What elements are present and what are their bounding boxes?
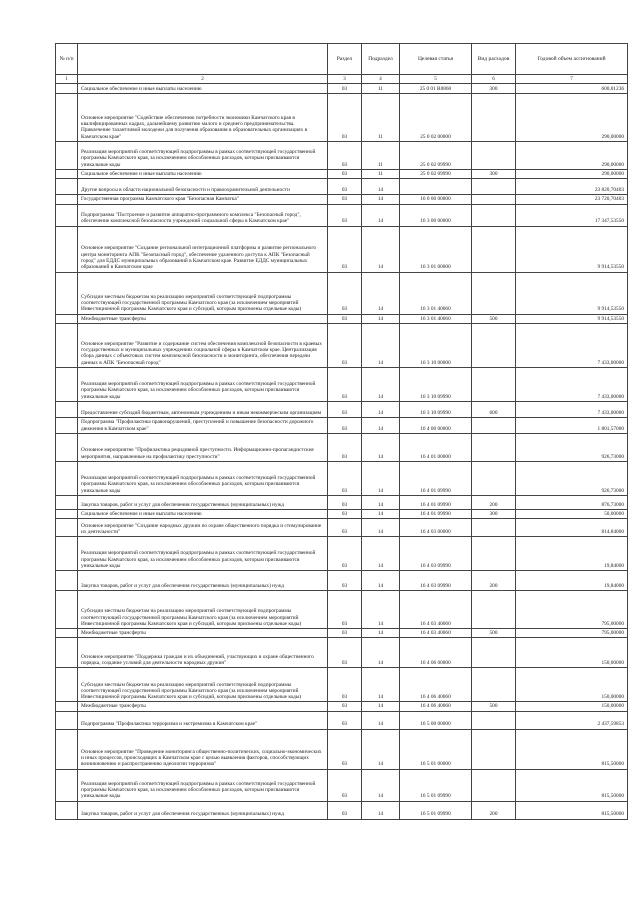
table-row bbox=[56, 94, 628, 142]
target-code-cell: 16 4 01 09990 bbox=[400, 461, 472, 495]
amount-cell: 2 437,59853 bbox=[516, 711, 628, 729]
row-number-cell bbox=[56, 702, 78, 711]
table-row bbox=[56, 509, 628, 518]
amount-cell: 23 820,70403 bbox=[516, 179, 628, 195]
subsection-cell: 14 bbox=[362, 591, 400, 629]
target-code-cell: 16 3 10 09990 bbox=[400, 367, 472, 401]
target-code-cell bbox=[400, 179, 472, 195]
header-amount: Годовой объем ассигнований bbox=[516, 44, 628, 75]
subsection-cell: 14 bbox=[362, 629, 400, 638]
row-number-cell bbox=[56, 433, 78, 461]
table-row bbox=[56, 170, 628, 179]
row-number-cell bbox=[56, 94, 78, 142]
row-number-cell bbox=[56, 417, 78, 433]
section-cell: 03 bbox=[328, 417, 362, 433]
row-number-cell bbox=[56, 272, 78, 314]
section-cell: 03 bbox=[328, 571, 362, 591]
table-row bbox=[56, 702, 628, 711]
expense-type-cell bbox=[472, 519, 516, 537]
target-code-cell: 16 4 01 09990 bbox=[400, 509, 472, 518]
subsection-cell: 11 bbox=[362, 84, 400, 94]
expense-type-cell bbox=[472, 367, 516, 401]
expense-type-cell bbox=[472, 204, 516, 226]
amount-cell: 876,73000 bbox=[516, 495, 628, 509]
expense-type-cell: 300 bbox=[472, 170, 516, 179]
row-number-cell bbox=[56, 638, 78, 668]
target-code-cell: 16 4 01 00000 bbox=[400, 433, 472, 461]
row-number-cell bbox=[56, 367, 78, 401]
amount-cell: 9 914,53550 bbox=[516, 314, 628, 323]
col-number: 5 bbox=[400, 75, 472, 84]
table-row bbox=[56, 461, 628, 495]
expense-type-cell: 300 bbox=[472, 84, 516, 94]
section-cell: 03 bbox=[328, 495, 362, 509]
target-code-cell: 16 4 03 09990 bbox=[400, 537, 472, 571]
row-number-cell bbox=[56, 668, 78, 702]
subsection-cell: 14 bbox=[362, 729, 400, 769]
row-name-cell: Подпрограмма "Построение и развитие аппаратно-программного комплекса "Безопасный город", обеспечение комплексной безопасности учреждений социальной сферы в Камчатском крае" bbox=[78, 204, 328, 226]
expense-type-cell bbox=[472, 94, 516, 142]
row-number-cell bbox=[56, 509, 78, 518]
table-row bbox=[56, 314, 628, 323]
subsection-cell: 14 bbox=[362, 314, 400, 323]
target-code-cell: 16 3 10 00000 bbox=[400, 323, 472, 367]
row-name-cell: Подпрограмма "Профилактика правонарушений, преступлений и повышение безопасности дорожного движения в Камчатском крае" bbox=[78, 417, 328, 433]
target-code-cell: 25 0 01 R0860 bbox=[400, 84, 472, 94]
table-row bbox=[56, 401, 628, 417]
row-name-cell: Закупка товаров, работ и услуг для обеспечения государственных (муниципальных) нужд bbox=[78, 801, 328, 819]
row-number-cell bbox=[56, 629, 78, 638]
expense-type-cell bbox=[472, 417, 516, 433]
col-number: 1 bbox=[56, 75, 78, 84]
row-number-cell bbox=[56, 204, 78, 226]
expense-type-cell: 300 bbox=[472, 509, 516, 518]
section-cell: 03 bbox=[328, 142, 362, 170]
table-row bbox=[56, 801, 628, 819]
amount-cell: 815,50000 bbox=[516, 729, 628, 769]
subsection-cell: 14 bbox=[362, 495, 400, 509]
expense-type-cell: 200 bbox=[472, 571, 516, 591]
section-cell: 03 bbox=[328, 801, 362, 819]
table-row bbox=[56, 629, 628, 638]
section-cell: 03 bbox=[328, 729, 362, 769]
row-name-cell: Основное мероприятие "Проведение мониторинга общественно-политических, социально-экономических и иных процессов, происходящих в Камчатском крае с целью выявления факторов, способствующих возникновению и распространению идеологии терроризма" bbox=[78, 729, 328, 769]
row-name-cell: Закупка товаров, работ и услуг для обеспечения государственных (муниципальных) нужд bbox=[78, 495, 328, 509]
target-code-cell: 16 4 06 40060 bbox=[400, 668, 472, 702]
amount-cell: 1 801,57000 bbox=[516, 417, 628, 433]
expense-type-cell bbox=[472, 433, 516, 461]
table-row bbox=[56, 204, 628, 226]
row-name-cell: Межбюджетные трансферты bbox=[78, 629, 328, 638]
section-cell: 03 bbox=[328, 94, 362, 142]
header-section: Раздел bbox=[328, 44, 362, 75]
section-cell: 03 bbox=[328, 314, 362, 323]
table-row bbox=[56, 323, 628, 367]
row-name-cell: Государственная программа Камчатского края "Безопасная Камчатка" bbox=[78, 195, 328, 204]
table-row bbox=[56, 417, 628, 433]
amount-cell: 290,00000 bbox=[516, 94, 628, 142]
subsection-cell: 14 bbox=[362, 226, 400, 272]
section-cell: 03 bbox=[328, 668, 362, 702]
amount-cell: 290,00000 bbox=[516, 170, 628, 179]
expense-type-cell bbox=[472, 179, 516, 195]
subsection-cell: 14 bbox=[362, 272, 400, 314]
row-name-cell: Реализация мероприятий соответствующей подпрограммы в рамках соответствующей государственной программы Камчатского края, за исключением обособленных расходов, которым присваиваются уникальные коды bbox=[78, 769, 328, 801]
section-cell: 03 bbox=[328, 323, 362, 367]
target-code-cell: 16 5 00 00000 bbox=[400, 711, 472, 729]
row-name-cell: Межбюджетные трансферты bbox=[78, 702, 328, 711]
section-cell: 03 bbox=[328, 433, 362, 461]
table-row bbox=[56, 519, 628, 537]
target-code-cell: 16 5 01 09990 bbox=[400, 769, 472, 801]
subsection-cell: 11 bbox=[362, 142, 400, 170]
row-number-cell bbox=[56, 314, 78, 323]
row-name-cell: Социальное обеспечение и иные выплаты населению bbox=[78, 509, 328, 518]
amount-cell: 50,00000 bbox=[516, 509, 628, 518]
target-code-cell: 16 4 03 09990 bbox=[400, 571, 472, 591]
expense-type-cell bbox=[472, 323, 516, 367]
subsection-cell: 14 bbox=[362, 801, 400, 819]
table-row bbox=[56, 179, 628, 195]
row-name-cell: Социальное обеспечение и иные выплаты населению bbox=[78, 170, 328, 179]
target-code-cell: 16 4 03 40060 bbox=[400, 629, 472, 638]
table-body bbox=[56, 84, 628, 820]
target-code-cell: 16 3 00 00000 bbox=[400, 204, 472, 226]
row-name-cell: Основное мероприятие "Профилактика рецидивной преступности. Информационно-пропагандистские мероприятия, направленные на профилактику преступности" bbox=[78, 433, 328, 461]
section-cell: 03 bbox=[328, 401, 362, 417]
row-number-cell bbox=[56, 729, 78, 769]
col-number: 7 bbox=[516, 75, 628, 84]
amount-cell: 150,00000 bbox=[516, 702, 628, 711]
table-row bbox=[56, 591, 628, 629]
row-number-cell bbox=[56, 179, 78, 195]
target-code-cell: 16 5 01 09990 bbox=[400, 801, 472, 819]
header-target: Целевая статья bbox=[400, 44, 472, 75]
row-number-cell bbox=[56, 571, 78, 591]
row-number-cell bbox=[56, 461, 78, 495]
section-cell: 03 bbox=[328, 170, 362, 179]
expense-type-cell bbox=[472, 591, 516, 629]
target-code-cell: 25 0 02 09990 bbox=[400, 142, 472, 170]
section-cell: 03 bbox=[328, 629, 362, 638]
row-number-cell bbox=[56, 323, 78, 367]
column-numbers-row bbox=[56, 75, 628, 84]
section-cell: 03 bbox=[328, 591, 362, 629]
subsection-cell: 11 bbox=[362, 94, 400, 142]
row-name-cell: Подпрограмма "Профилактика терроризма и экстремизма в Камчатском крае" bbox=[78, 711, 328, 729]
table-row bbox=[56, 638, 628, 668]
target-code-cell: 25 0 02 09990 bbox=[400, 170, 472, 179]
subsection-cell: 14 bbox=[362, 367, 400, 401]
target-code-cell: 16 4 03 00000 bbox=[400, 519, 472, 537]
row-number-cell bbox=[56, 519, 78, 537]
subsection-cell: 14 bbox=[362, 417, 400, 433]
expense-type-cell bbox=[472, 711, 516, 729]
target-code-cell: 16 3 01 00000 bbox=[400, 226, 472, 272]
amount-cell: 795,00000 bbox=[516, 629, 628, 638]
col-number: 4 bbox=[362, 75, 400, 84]
expense-type-cell: 600 bbox=[472, 401, 516, 417]
row-number-cell bbox=[56, 142, 78, 170]
amount-cell: 150,00000 bbox=[516, 638, 628, 668]
subsection-cell: 11 bbox=[362, 170, 400, 179]
section-cell: 03 bbox=[328, 272, 362, 314]
subsection-cell: 14 bbox=[362, 179, 400, 195]
table-row bbox=[56, 195, 628, 204]
row-name-cell: Основное мероприятие "Содействие обеспечению потребности экономики Камчатского края в квалифицированных кадрах, дальнейшему развитию малого и среднего предпринимательства. Привлечение талантливой молодежи для получения образования в образовательных организациях в Камчатском крае" bbox=[78, 94, 328, 142]
section-cell: 03 bbox=[328, 226, 362, 272]
header-num: № п/п bbox=[56, 44, 78, 75]
expense-type-cell bbox=[472, 668, 516, 702]
row-number-cell bbox=[56, 769, 78, 801]
section-cell: 03 bbox=[328, 519, 362, 537]
row-name-cell: Субсидии местным бюджетам на реализацию мероприятий соответствующей подпрограммы соответствующей государственной программы Камчатского края (за исключением мероприятий Инвестиционной программы Камчатского края и субсидий, которым присвоены отдельные коды) bbox=[78, 591, 328, 629]
row-name-cell: Основное мероприятие "Поддержка граждан и их объединений, участвующих в охране общественного порядка, создание условий для деятельности народных дружин" bbox=[78, 638, 328, 668]
expense-type-cell bbox=[472, 638, 516, 668]
amount-cell: 926,73000 bbox=[516, 461, 628, 495]
target-code-cell: 16 4 03 40060 bbox=[400, 591, 472, 629]
target-code-cell: 16 3 01 40060 bbox=[400, 272, 472, 314]
row-name-cell: Основное мероприятие "Развитие и содержание систем обеспечения комплексной безопасности в краевых государственных и муниципальных учреждениях социальной сферы в Камчатском крае. Централизация сбора данных с объектовых систем комплексной безопасности и мониторинга, обеспечения передачи данных в АПК "Безопасный город" bbox=[78, 323, 328, 367]
target-code-cell: 16 3 01 40060 bbox=[400, 314, 472, 323]
row-name-cell: Другие вопросы в области национальной безопасности и правоохранительной деятельности bbox=[78, 179, 328, 195]
row-name-cell: Межбюджетные трансферты bbox=[78, 314, 328, 323]
amount-cell: 19,84000 bbox=[516, 571, 628, 591]
table-row bbox=[56, 226, 628, 272]
expense-type-cell: 200 bbox=[472, 801, 516, 819]
row-name-cell: Социальное обеспечение и иные выплаты населению bbox=[78, 84, 328, 94]
subsection-cell: 14 bbox=[362, 638, 400, 668]
expense-type-cell: 500 bbox=[472, 702, 516, 711]
subsection-cell: 14 bbox=[362, 668, 400, 702]
row-name-cell: Реализация мероприятий соответствующей подпрограммы в рамках соответствующей государственной программы Камчатского края, за исключением обособленных расходов, которым присваиваются уникальные коды bbox=[78, 367, 328, 401]
subsection-cell: 14 bbox=[362, 195, 400, 204]
expense-type-cell: 200 bbox=[472, 495, 516, 509]
amount-cell: 19,84000 bbox=[516, 537, 628, 571]
row-name-cell: Реализация мероприятий соответствующей подпрограммы в рамках соответствующей государственной программы Камчатского края, за исключением обособленных расходов, которым присваиваются уникальные коды bbox=[78, 461, 328, 495]
section-cell: 03 bbox=[328, 537, 362, 571]
table-row bbox=[56, 668, 628, 702]
row-number-cell bbox=[56, 537, 78, 571]
amount-cell: 600,01236 bbox=[516, 84, 628, 94]
row-number-cell bbox=[56, 226, 78, 272]
expense-type-cell bbox=[472, 142, 516, 170]
amount-cell: 795,00000 bbox=[516, 591, 628, 629]
subsection-cell: 14 bbox=[362, 323, 400, 367]
expense-type-cell bbox=[472, 195, 516, 204]
section-cell: 03 bbox=[328, 179, 362, 195]
subsection-cell: 14 bbox=[362, 401, 400, 417]
row-name-cell: Реализация мероприятий соответствующей подпрограммы в рамках соответствующей государственной программы Камчатского края, за исключением обособленных расходов, которым присваиваются уникальные коды bbox=[78, 142, 328, 170]
table-row bbox=[56, 272, 628, 314]
section-cell: 03 bbox=[328, 195, 362, 204]
row-number-cell bbox=[56, 495, 78, 509]
table-row bbox=[56, 537, 628, 571]
section-cell: 03 bbox=[328, 702, 362, 711]
header-expense-type: Вид расходов bbox=[472, 44, 516, 75]
section-cell: 03 bbox=[328, 638, 362, 668]
expense-type-cell: 500 bbox=[472, 314, 516, 323]
budget-table-sheet bbox=[55, 43, 627, 820]
amount-cell: 815,50000 bbox=[516, 801, 628, 819]
table-header-row bbox=[56, 44, 628, 75]
row-name-cell: Закупка товаров, работ и услуг для обеспечения государственных (муниципальных) нужд bbox=[78, 571, 328, 591]
expense-type-cell bbox=[472, 272, 516, 314]
row-number-cell bbox=[56, 195, 78, 204]
section-cell: 03 bbox=[328, 711, 362, 729]
amount-cell: 815,50000 bbox=[516, 769, 628, 801]
amount-cell: 290,00000 bbox=[516, 142, 628, 170]
amount-cell: 814,84000 bbox=[516, 519, 628, 537]
expense-type-cell bbox=[472, 729, 516, 769]
row-number-cell bbox=[56, 591, 78, 629]
target-code-cell: 16 4 00 00000 bbox=[400, 417, 472, 433]
table-row bbox=[56, 367, 628, 401]
expense-type-cell bbox=[472, 461, 516, 495]
section-cell: 03 bbox=[328, 84, 362, 94]
amount-cell: 9 914,53550 bbox=[516, 272, 628, 314]
target-code-cell: 16 4 06 00000 bbox=[400, 638, 472, 668]
amount-cell: 926,73000 bbox=[516, 433, 628, 461]
table-row bbox=[56, 142, 628, 170]
budget-table bbox=[55, 43, 628, 820]
row-name-cell: Предоставление субсидий бюджетным, автономным учреждениям и иным некоммерческим организациям bbox=[78, 401, 328, 417]
table-row bbox=[56, 729, 628, 769]
amount-cell: 7 433,00000 bbox=[516, 323, 628, 367]
expense-type-cell bbox=[472, 537, 516, 571]
section-cell: 03 bbox=[328, 204, 362, 226]
subsection-cell: 14 bbox=[362, 433, 400, 461]
target-code-cell: 16 4 01 09990 bbox=[400, 495, 472, 509]
col-number: 3 bbox=[328, 75, 362, 84]
table-row bbox=[56, 711, 628, 729]
table-row bbox=[56, 84, 628, 94]
row-name-cell: Основное мероприятие "Создание региональной интеграционной платформы и развитие регионального центра мониторинга АПК "Безопасный город", обеспечение удаленного доступа к АПК "Безопасный город" для ЕДДС муниципальных образований в Камчатском крае. Развитие ЕДДС муниципальных образований в Камчатском крае bbox=[78, 226, 328, 272]
amount-cell: 23 720,70403 bbox=[516, 195, 628, 204]
section-cell: 03 bbox=[328, 461, 362, 495]
row-name-cell: Субсидии местным бюджетам на реализацию мероприятий соответствующей подпрограммы соответствующей государственной программы Камчатского края (за исключением мероприятий Инвестиционной программы Камчатского края и субсидий, которым присвоены отдельные коды) bbox=[78, 272, 328, 314]
col-number: 6 bbox=[472, 75, 516, 84]
row-number-cell bbox=[56, 84, 78, 94]
subsection-cell: 14 bbox=[362, 204, 400, 226]
row-name-cell: Реализация мероприятий соответствующей подпрограммы в рамках соответствующей государственной программы Камчатского края, за исключением обособленных расходов, которым присваиваются уникальные коды bbox=[78, 537, 328, 571]
table-row bbox=[56, 433, 628, 461]
subsection-cell: 14 bbox=[362, 571, 400, 591]
table-row bbox=[56, 769, 628, 801]
target-code-cell: 16 5 01 00000 bbox=[400, 729, 472, 769]
target-code-cell: 25 0 02 00000 bbox=[400, 94, 472, 142]
amount-cell: 17 347,53550 bbox=[516, 204, 628, 226]
subsection-cell: 14 bbox=[362, 519, 400, 537]
table-row bbox=[56, 495, 628, 509]
amount-cell: 7 433,00000 bbox=[516, 401, 628, 417]
table-row bbox=[56, 571, 628, 591]
subsection-cell: 14 bbox=[362, 509, 400, 518]
amount-cell: 9 914,53550 bbox=[516, 226, 628, 272]
subsection-cell: 14 bbox=[362, 537, 400, 571]
expense-type-cell: 500 bbox=[472, 629, 516, 638]
section-cell: 03 bbox=[328, 769, 362, 801]
subsection-cell: 14 bbox=[362, 461, 400, 495]
header-name bbox=[78, 44, 328, 75]
row-number-cell bbox=[56, 170, 78, 179]
subsection-cell: 14 bbox=[362, 711, 400, 729]
expense-type-cell bbox=[472, 226, 516, 272]
target-code-cell: 16 4 06 40060 bbox=[400, 702, 472, 711]
col-number: 2 bbox=[78, 75, 328, 84]
row-name-cell: Основное мероприятие "Создание народных дружин по охране общественного порядка и стимулирование их деятельности" bbox=[78, 519, 328, 537]
header-subsection: Подраздел bbox=[362, 44, 400, 75]
subsection-cell: 14 bbox=[362, 769, 400, 801]
amount-cell: 150,00000 bbox=[516, 668, 628, 702]
row-number-cell bbox=[56, 711, 78, 729]
section-cell: 03 bbox=[328, 509, 362, 518]
section-cell: 03 bbox=[328, 367, 362, 401]
row-number-cell bbox=[56, 801, 78, 819]
target-code-cell: 16 0 00 00000 bbox=[400, 195, 472, 204]
row-number-cell bbox=[56, 401, 78, 417]
expense-type-cell bbox=[472, 769, 516, 801]
amount-cell: 7 433,00000 bbox=[516, 367, 628, 401]
subsection-cell: 14 bbox=[362, 702, 400, 711]
row-name-cell: Субсидии местным бюджетам на реализацию мероприятий соответствующей подпрограммы соответствующей государственной программы Камчатского края (за исключением мероприятий Инвестиционной программы Камчатского края и субсидий, которым присвоены отдельные коды) bbox=[78, 668, 328, 702]
target-code-cell: 16 3 10 09990 bbox=[400, 401, 472, 417]
